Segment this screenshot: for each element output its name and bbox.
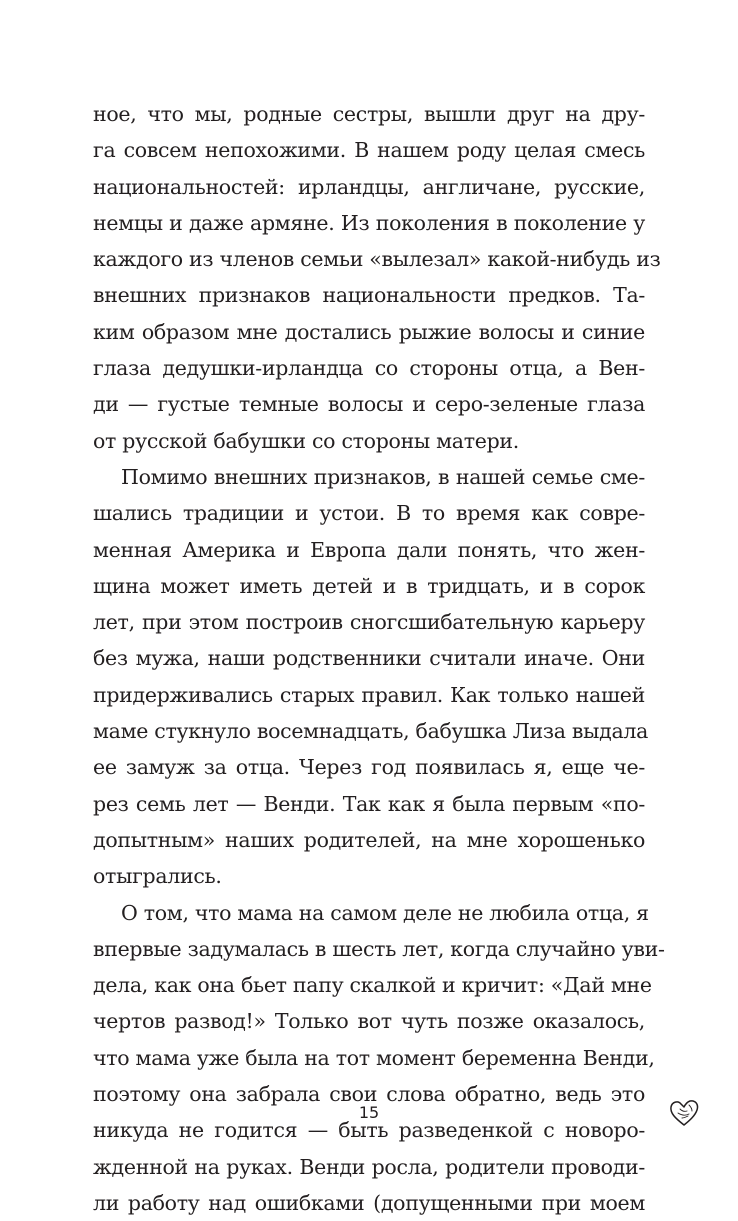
heart-ornament-icon <box>668 1098 700 1128</box>
text-line: ким образом мне достались рыжие волосы и синие <box>93 319 645 344</box>
text-line: шались традиции и устои. В то время как совре- <box>93 501 645 526</box>
text-line: ее замуж за отца. Через год появилась я, еще че- <box>93 755 645 780</box>
text-line: щина может иметь детей и в тридцать, и в сорок <box>93 573 645 598</box>
text-line: ли работу над ошибками (допущенными при моем <box>93 1190 645 1215</box>
text-line: ное, что мы, родные сестры, вышли друг на дру- <box>93 102 645 126</box>
text-line: Помимо внешних признаков, в нашей семье сме- <box>121 464 645 489</box>
text-line: от русской бабушки со стороны матери. <box>93 428 520 453</box>
text-line: га совсем непохожими. В нашем роду целая смесь <box>93 138 645 163</box>
page-number: 15 <box>358 1103 380 1122</box>
text-line: никуда не годится — быть разведенкой с новоро- <box>93 1118 645 1143</box>
text-line: чертов развод!» Только вот чуть позже оказалось, <box>93 1009 645 1034</box>
text-line: национальностей: ирландцы, англичане, русские, <box>93 174 645 199</box>
text-line: что мама уже была на тот момент беременна Венди, <box>93 1045 655 1070</box>
text-line: впервые задумалась в шесть лет, когда случайно уви- <box>93 936 665 961</box>
text-line: дела, как она бьет папу скалкой и кричит: «Дай мне <box>93 973 652 998</box>
text-line: маме стукнуло восемнадцать, бабушка Лиза выдала <box>93 719 649 744</box>
text-line: менная Америка и Европа дали понять, что жен- <box>93 537 645 562</box>
text-line: каждого из членов семьи «вылезал» какой-нибудь из <box>93 247 661 272</box>
text-line: отыгрались. <box>93 864 222 889</box>
text-line: О том, что мама на самом деле не любила отца, я <box>121 900 649 925</box>
text-line: жденной на руках. Венди росла, родители проводи- <box>93 1154 645 1179</box>
text-line: придерживались старых правил. Как только нашей <box>93 682 645 707</box>
text-line: лет, при этом построив сногсшибательную карьеру <box>93 610 645 635</box>
text-line: внешних признаков национальности предков. Та- <box>93 283 645 308</box>
text-line: поэтому она забрала свои слова обратно, ведь это <box>93 1082 645 1107</box>
text-line: рез семь лет — Венди. Так как я была первым «по- <box>93 791 645 816</box>
text-line: ди — густые темные волосы и серо-зеленые глаза <box>93 392 645 417</box>
text-line: без мужа, наши родственники считали иначе. Они <box>93 646 645 671</box>
text-line: допытным» наших родителей, на мне хорошенько <box>93 827 645 852</box>
text-line: немцы и даже армяне. Из поколения в поколение у <box>93 210 645 235</box>
page-text <box>93 96 665 1221</box>
text-line: глаза дедушки-ирландца со стороны отца, а Вен- <box>93 356 645 381</box>
